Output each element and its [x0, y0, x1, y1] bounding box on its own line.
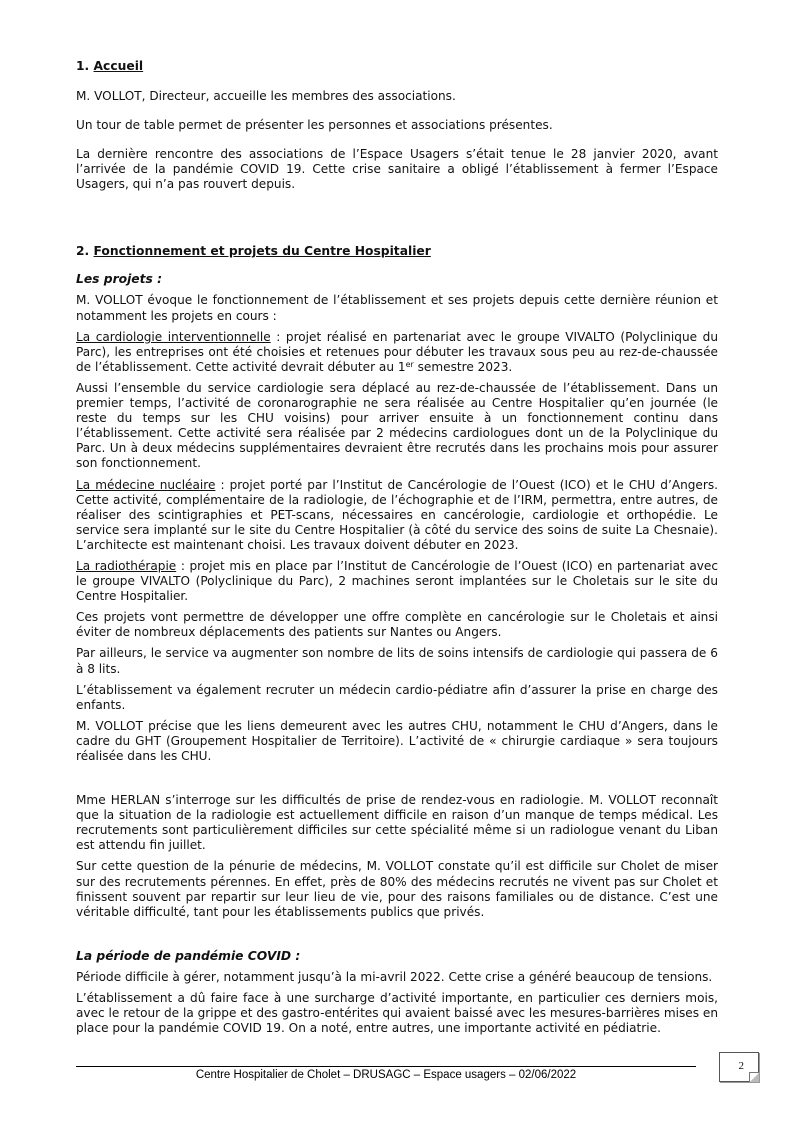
- radiotherapie-label: La radiothérapie: [76, 558, 177, 573]
- paragraph-lits-soins-intensifs: Par ailleurs, le service va augmenter son nombre de lits de soins intensifs de cardiologie qui passera de 6 à 8 lits.: [76, 646, 718, 676]
- section-2-heading: [76, 243, 718, 259]
- cardiologie-text-a: : projet réalisé en partenariat avec le groupe VIVALTO (Polyclinique du Parc), les entreprises ont été choisies et retenues pour débuter les travaux sous peu au rez-de-chaussée de l’établissement. Cette activité devrait débuter au 1: [76, 329, 718, 374]
- footer-divider: [76, 1066, 696, 1067]
- nucleaire-label: La médecine nucléaire: [76, 477, 216, 492]
- radiotherapie-text: : projet mis en place par l’Institut de Cancérologie de l’Ouest (ICO) en partenariat avec le groupe VIVALTO (Polyclinique du Parc), 2 machines seront implantées sur le Choletais sur le site du Centre Hospitalier.: [76, 558, 718, 604]
- projets-subheading: Les projets :: [76, 272, 163, 287]
- footer-text: Centre Hospitalier de Cholet – DRUSAGC – Espace usagers – 02/06/2022: [195, 1069, 577, 1081]
- cardiologie-superscript: er: [405, 359, 414, 369]
- paragraph-last-meeting: La dernière rencontre des associations de l’Espace Usagers s’était tenue le 28 janvier 2020, avant l’arrivée de la pandémie COVID 19. Cette crise sanitaire a obligé l’établissement à fermer l’Espace Usagers, qui n’a pas rouvert depuis.: [76, 147, 718, 192]
- page-number: 2: [738, 1060, 744, 1072]
- section-1-title: Accueil: [93, 59, 144, 73]
- document-body: [76, 58, 718, 1036]
- paragraph-radiologie-herlan: Mme HERLAN s’interroge sur les difficultés de prise de rendez-vous en radiologie. M. VOLLOT reconnaît que la situation de la radiologie est actuellement difficile en raison d’un manque de temps médical. Les recrutements sont particulièrement difficiles sur cette spécialité même si un radiologue venant du Liban est attendu fin juillet.: [76, 793, 718, 853]
- paragraph-covid-periode: Période difficile à gérer, notamment jusqu’à la mi-avril 2022. Cette crise a généré beaucoup de tensions.: [76, 969, 713, 984]
- paragraph-tour-de-table: Un tour de table permet de présenter les personnes et associations présentes.: [76, 118, 553, 133]
- paragraph-projets-intro: M. VOLLOT évoque le fonctionnement de l’établissement et ses projets depuis cette dernière réunion et notamment les projets en cours :: [76, 293, 718, 323]
- paragraph-medecine-nucleaire: [76, 478, 718, 553]
- paragraph-covid-surcharge: L’établissement a dû faire face à une surcharge d’activité importante, en particulier ces derniers mois, avec le retour de la grippe et des gastro-entérites qui avaient baissé avec les mesures-barrières mises en place pour la pandémie COVID 19. On a noté, entre autres, une importante activité en pédiatrie.: [76, 990, 718, 1036]
- paragraph-cardio-pediatre: L’établissement va également recruter un médecin cardio-pédiatre afin d’assurer la prise en charge des enfants.: [76, 682, 718, 712]
- covid-subheading: La période de pandémie COVID :: [76, 948, 301, 963]
- section-2-number: 2.: [76, 244, 90, 259]
- paragraph-cardiologie: [76, 330, 718, 375]
- cardiologie-label: La cardiologie interventionnelle: [76, 329, 271, 344]
- cardiologie-text-b: semestre 2023.: [413, 359, 513, 374]
- paragraph-penurie-medecins: Sur cette question de la pénurie de médecins, M. VOLLOT constate qu’il est difficile sur Cholet de miser sur des recrutements pérennes. En effet, près de 80% des médecins recrutés ne vivent pas sur Cholet et finissent souvent par repartir sur leur lieu de vie, pour des raisons familiales ou de distance. C’est une véritable difficulté, tant pour les établissements publics que privés.: [76, 859, 718, 919]
- paragraph-offre-cancerologie: Ces projets vont permettre de développer une offre complète en cancérologie sur le Choletais et ainsi éviter de nombreux déplacements des patients sur Nantes ou Angers.: [76, 610, 718, 640]
- page-curl-icon: [749, 1072, 759, 1082]
- section-1-number: 1.: [76, 59, 90, 73]
- section-1-heading: [76, 58, 718, 74]
- paragraph-cardiologie-details: Aussi l’ensemble du service cardiologie sera déplacé au rez-de-chaussée de l’établissement. Dans un premier temps, l’activité de coronarographie ne sera réalisée au Centre Hospitalier qu’en journée (le reste du temps sur les CHU voisins) pour arriver ensuite à un fonctionnement continu dans l’établissement. Cette activité sera réalisée par 2 médecins cardiologues dont un de la Polyclinique du Parc. Un à deux médecins supplémentaires devraient être recrutés dans les prochains mois pour assurer son fonctionnement.: [76, 380, 718, 471]
- section-2-title: Fonctionnement et projets du Centre Hospitalier: [93, 244, 431, 259]
- paragraph-radiotherapie: [76, 559, 718, 604]
- paragraph-welcome: M. VOLLOT, Directeur, accueille les membres des associations.: [76, 89, 456, 103]
- page-number-box: [719, 1052, 759, 1082]
- paragraph-liens-chu: M. VOLLOT précise que les liens demeurent avec les autres CHU, notamment le CHU d’Angers, dans le cadre du GHT (Groupement Hospitalier de Territoire). L’activité de « chirurgie cardiaque » sera toujours réalisée dans les CHU.: [76, 718, 718, 763]
- nucleaire-text: : projet porté par l’Institut de Cancérologie de l’Ouest (ICO) et le CHU d’Angers. Cette activité, complémentaire de la radiologie, de l’échographie et de l’IRM, permettra, entre autres, de réaliser des scintigraphies et PET-scans, nécessaires en cancérologie, cardiologie et orthopédie. Le service sera implanté sur le site du Centre Hospitalier (à côté du service des soins de suite La Chesnaie). L’architecte est maintenant choisi. Les travaux doivent débuter en 2023.: [76, 477, 718, 552]
